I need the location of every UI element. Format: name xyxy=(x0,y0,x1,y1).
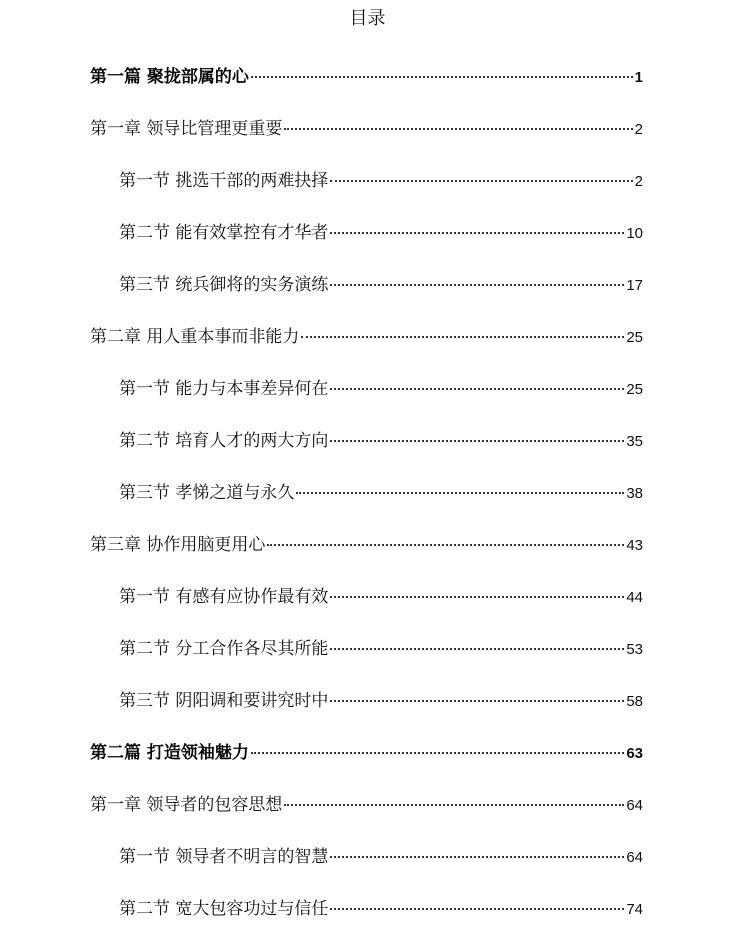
toc-entry-line xyxy=(119,632,643,661)
toc-dot-leader xyxy=(267,528,624,550)
toc-dot-leader xyxy=(330,372,624,394)
toc-entry-section[interactable] xyxy=(0,670,735,722)
toc-entry-line xyxy=(119,372,643,401)
toc-entry-line xyxy=(90,60,643,89)
toc-entry-label: 第二节 培育人才的两大方向 xyxy=(119,431,329,451)
toc-entry-line xyxy=(119,424,643,453)
toc-entry-part[interactable] xyxy=(0,722,735,774)
toc-entry-chapter[interactable] xyxy=(0,514,735,566)
toc-entry-page-number: 38 xyxy=(626,485,643,502)
toc-entry-page-number: 53 xyxy=(626,641,643,658)
toc-dot-leader xyxy=(296,476,624,498)
toc-entry-label: 第三节 阴阳调和要讲究时中 xyxy=(119,691,329,711)
toc-dot-leader xyxy=(284,112,632,134)
toc-entry-page-number: 35 xyxy=(626,433,643,450)
toc-entry-label: 第二节 能有效掌控有才华者 xyxy=(119,223,329,243)
toc-entry-line xyxy=(119,892,643,921)
toc-entry-page-number: 43 xyxy=(626,537,643,554)
toc-entry-label: 第一章 领导者的包容思想 xyxy=(90,795,283,815)
toc-entry-page-number: 10 xyxy=(626,225,643,242)
toc-dot-leader xyxy=(251,736,624,758)
toc-entry-label: 第三节 孝悌之道与永久 xyxy=(119,483,295,503)
toc-title: 目录 xyxy=(349,8,386,29)
toc-entry-chapter[interactable] xyxy=(0,774,735,826)
toc-dot-leader xyxy=(330,892,624,914)
toc-entry-section[interactable] xyxy=(0,254,735,306)
toc-entry-section[interactable] xyxy=(0,202,735,254)
toc-entry-line xyxy=(90,112,643,141)
toc-entry-line xyxy=(119,268,643,297)
toc-entry-label: 第二节 分工合作各尽其所能 xyxy=(119,639,329,659)
toc-entry-line xyxy=(90,528,643,557)
toc-dot-leader xyxy=(330,632,624,654)
toc-entry-page-number: 64 xyxy=(626,849,643,866)
toc-entry-line xyxy=(119,164,643,193)
toc-entry-line xyxy=(119,840,643,869)
toc-entry-page-number: 25 xyxy=(626,381,643,398)
toc-entry-line xyxy=(90,736,643,765)
toc-entry-label: 第一节 有感有应协作最有效 xyxy=(119,587,329,607)
toc-dot-leader xyxy=(330,580,624,602)
toc-entry-chapter[interactable] xyxy=(0,306,735,358)
toc-entry-line xyxy=(90,320,643,349)
toc-dot-leader xyxy=(330,216,624,238)
toc-dot-leader xyxy=(330,268,624,290)
toc-entry-page-number: 64 xyxy=(626,797,643,814)
toc-entry-chapter[interactable] xyxy=(0,98,735,150)
toc-entry-page-number: 25 xyxy=(626,329,643,346)
toc-entry-line xyxy=(119,216,643,245)
toc-entry-section[interactable] xyxy=(0,462,735,514)
toc-list xyxy=(0,46,735,930)
toc-entry-page-number: 63 xyxy=(626,745,643,762)
toc-dot-leader xyxy=(330,684,624,706)
toc-dot-leader xyxy=(251,60,633,82)
toc-entry-line xyxy=(90,788,643,817)
toc-dot-leader xyxy=(330,424,624,446)
toc-entry-page-number: 2 xyxy=(634,121,643,138)
toc-entry-label: 第一章 领导比管理更重要 xyxy=(90,119,283,139)
toc-entry-section[interactable] xyxy=(0,618,735,670)
toc-entry-label: 第一节 领导者不明言的智慧 xyxy=(119,847,329,867)
toc-entry-label: 第三章 协作用脑更用心 xyxy=(90,535,266,555)
toc-entry-section[interactable] xyxy=(0,878,735,930)
toc-entry-page-number: 58 xyxy=(626,693,643,710)
toc-entry-label: 第二篇 打造领袖魅力 xyxy=(90,743,249,763)
toc-entry-label: 第三节 统兵御将的实务演练 xyxy=(119,275,329,295)
toc-dot-leader xyxy=(301,320,624,342)
toc-entry-section[interactable] xyxy=(0,358,735,410)
toc-dot-leader xyxy=(284,788,624,810)
toc-entry-line xyxy=(119,580,643,609)
toc-entry-label: 第二章 用人重本事而非能力 xyxy=(90,327,300,347)
toc-entry-label: 第一节 挑选干部的两难抉择 xyxy=(119,171,329,191)
toc-entry-section[interactable] xyxy=(0,566,735,618)
toc-entry-label: 第一节 能力与本事差异何在 xyxy=(119,379,329,399)
toc-entry-part[interactable] xyxy=(0,46,735,98)
toc-entry-page-number: 17 xyxy=(626,277,643,294)
toc-entry-page-number: 44 xyxy=(626,589,643,606)
toc-entry-section[interactable] xyxy=(0,150,735,202)
toc-dot-leader xyxy=(330,840,624,862)
toc-entry-page-number: 2 xyxy=(634,173,643,190)
toc-entry-label: 第一篇 聚拢部属的心 xyxy=(90,67,249,87)
toc-entry-page-number: 74 xyxy=(626,901,643,918)
toc-entry-page-number: 1 xyxy=(634,69,643,86)
toc-entry-label: 第二节 宽大包容功过与信任 xyxy=(119,899,329,919)
toc-dot-leader xyxy=(330,164,632,186)
toc-entry-line xyxy=(119,476,643,505)
toc-entry-section[interactable] xyxy=(0,410,735,462)
toc-entry-section[interactable] xyxy=(0,826,735,878)
toc-entry-line xyxy=(119,684,643,713)
